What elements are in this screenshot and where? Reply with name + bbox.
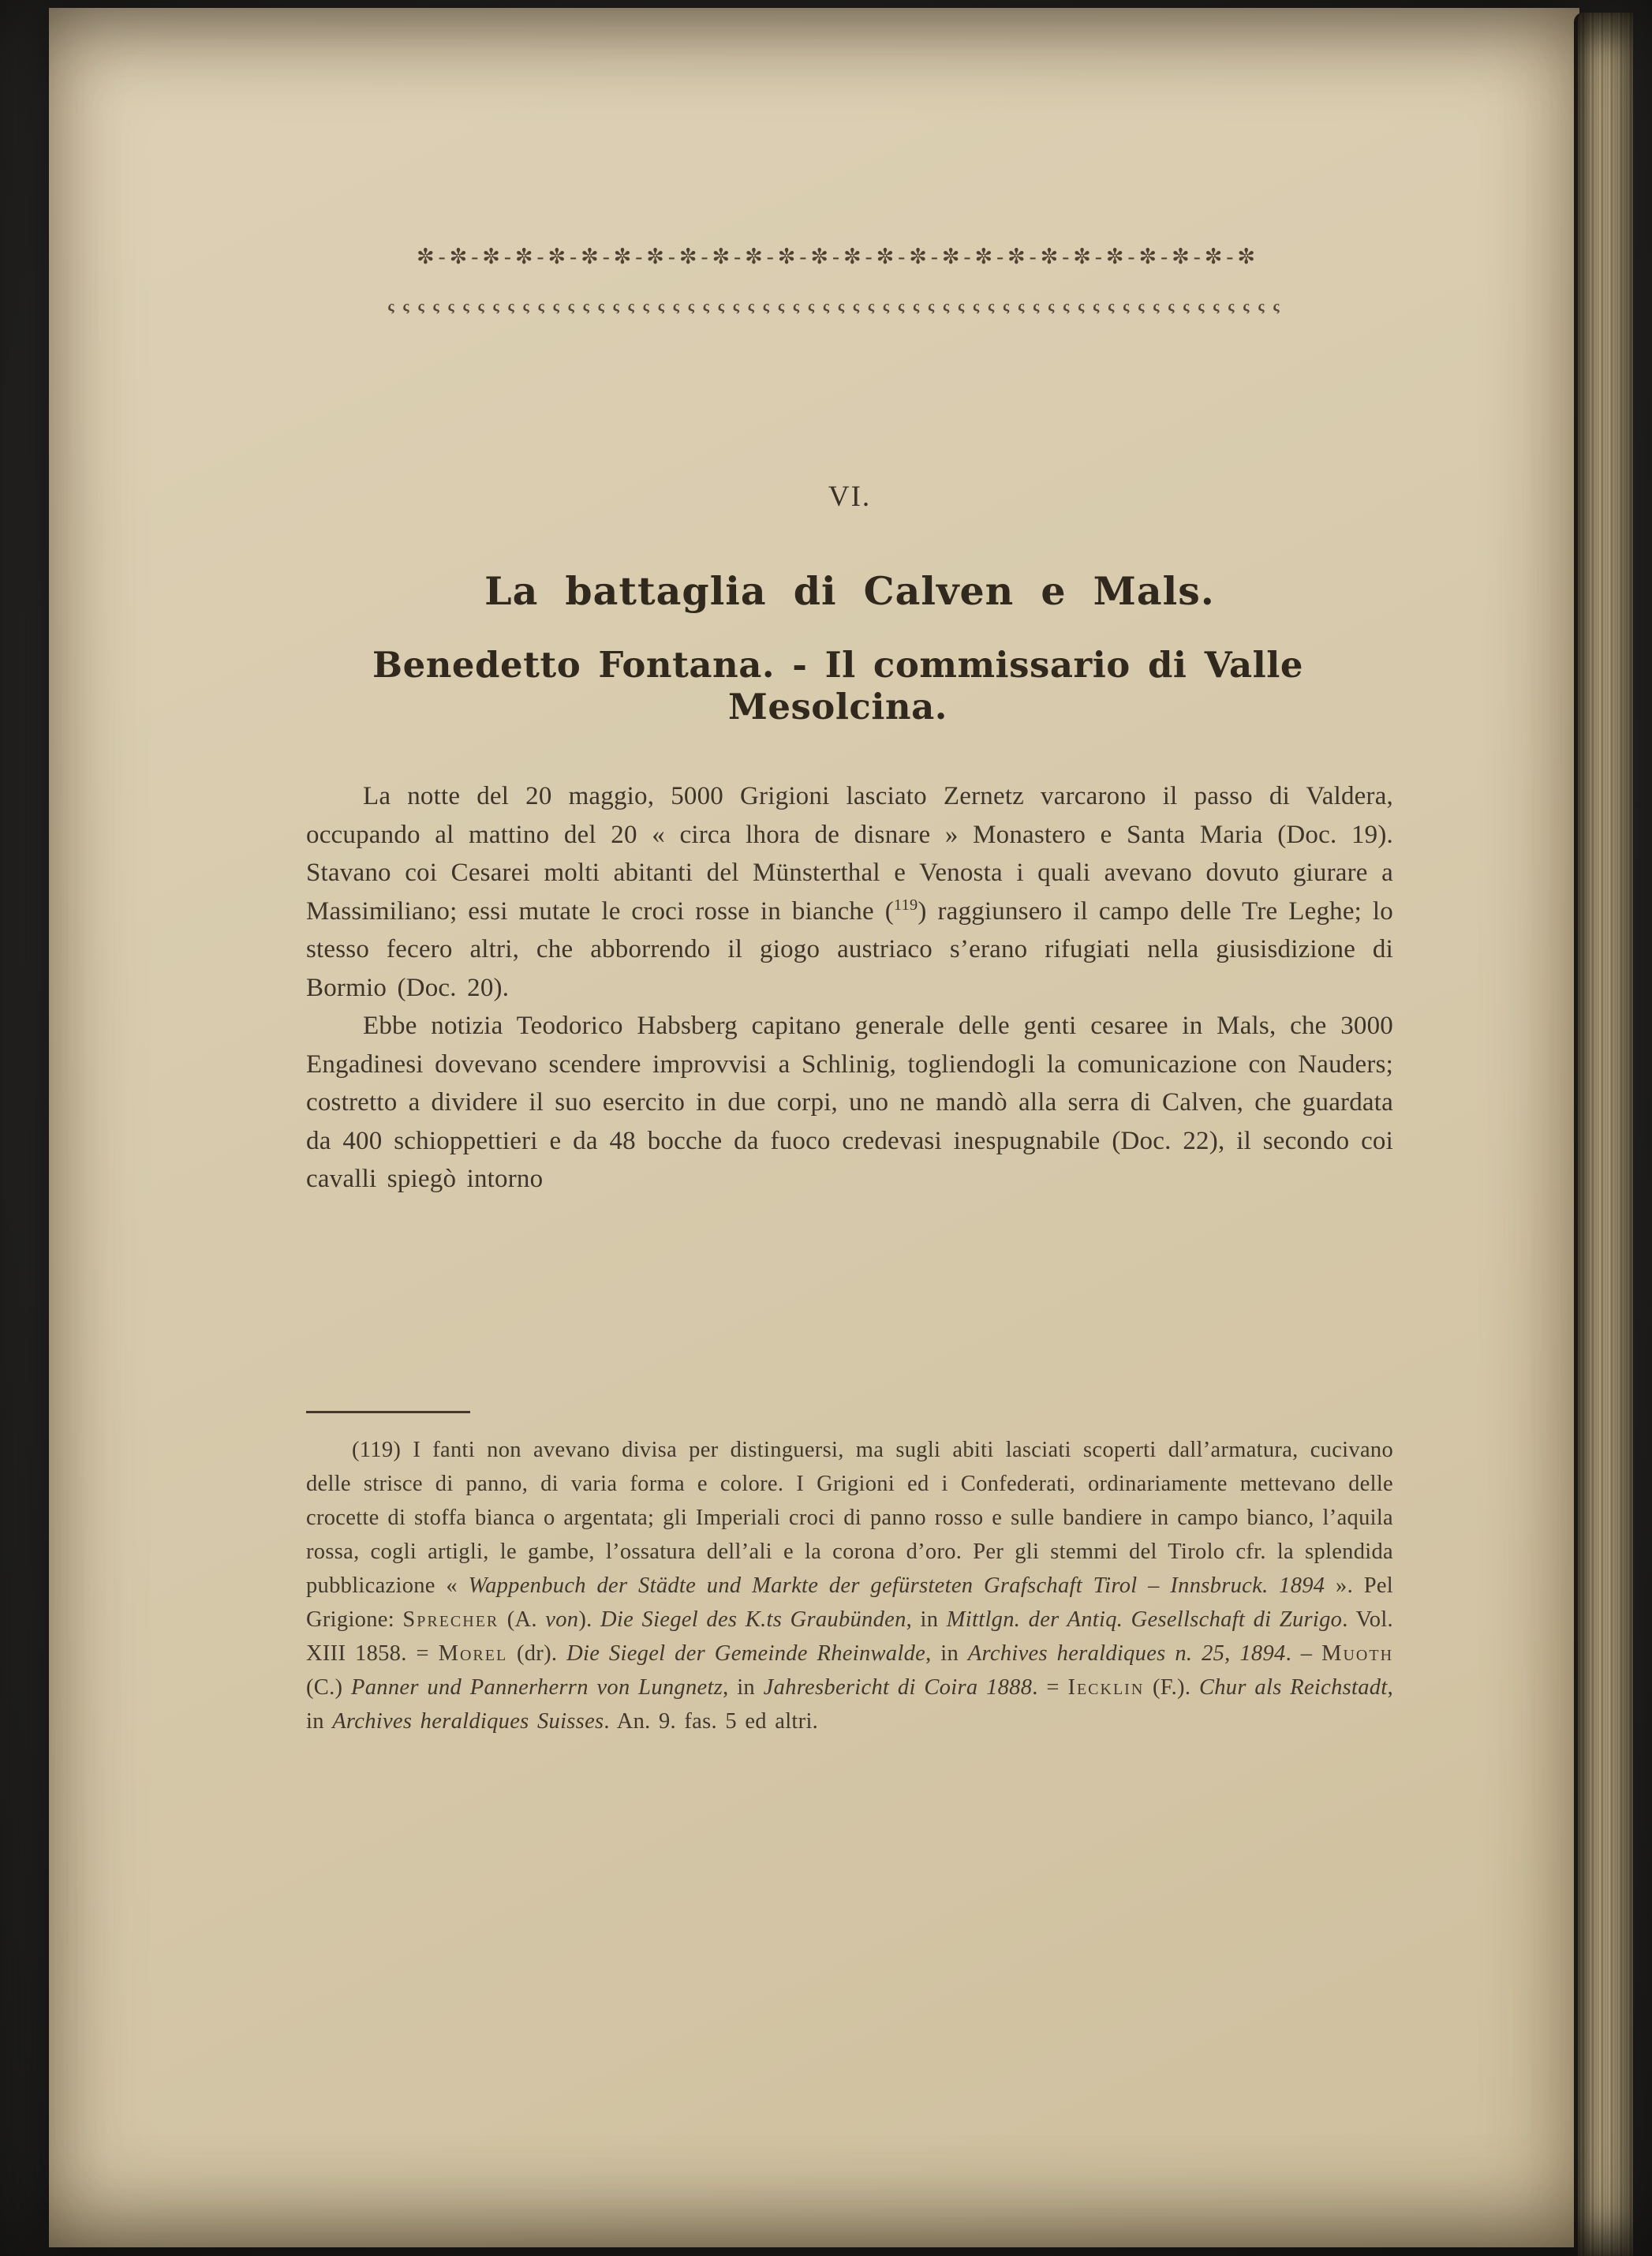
body-text: [306, 777, 1393, 1199]
book-page-edges: [1574, 13, 1633, 2256]
paragraph-1: La notte del 20 maggio, 5000 Grigioni lasciato Zernetz varcarono il passo di Valdera, occupando al mattino del 20 « circa lhora de disnare » Monastero e Santa Maria (Doc. 19). Stavano coi Cesarei molti abitanti del Münsterthal e Venosta i quali avevano dovuto giurare a Massimiliano; essi mutate le croci rosse in bianche ($^{119}$) raggiunsero il campo delle Tre Leghe; lo stesso fecero altri, che abborrendo il giogo austriaco s’erano rifugiati nella giusisdizione di Bormio (Doc. 20).: [306, 782, 1393, 1002]
book-page: [49, 8, 1579, 2247]
chapter-title-line2: Benedetto Fontana. - Il commissario di Valle Mesolcina.: [372, 644, 1303, 728]
chapter-number: VI.: [828, 481, 872, 513]
footnote-119: (119) I fanti non avevano divisa per distinguersi, ma sugli abiti lasciati scoperti dall’armatura, cucivano delle strisce di panno, di varia forma e colore. I Grigioni ed i Confederati, ordinariamente mettevano delle crocette di stoffa bianca o argentata; gli Imperiali croci di panno rosso e sulle bandiere in campo bianco, l’aquila rossa, cogli artigli, le gambe, l’ossatura dell’ali e la corona d’oro. Per gli stemmi del Tirolo cfr. la splendida pubblicazione « Wappenbuch der Städte und Markte der gefürsteten Grafschaft Tirol – Innsbruck. 1894 ». Pel Grigione: Sprecher (A. von). Die Siegel des K.ts Graubünden, in Mittlgn. der Antiq. Gesellschaft di Zurigo. Vol. XIII 1858. = Morel (dr). Die Siegel der Gemeinde Rheinwalde, in Archives heraldiques n. 25, 1894. – Muoth (C.) Panner und Pannerherrn von Lungnetz, in Jahresbericht di Coira 1888. = Iecklin (F.). Chur als Reichstadt, in Archives heraldiques Suisses. An. 9. fas. 5 ed altri.: [306, 1438, 1394, 1734]
footnote-separator-rule: [306, 1411, 470, 1413]
chapter-title-line1: La battaglia di Calven e Mals.: [484, 568, 1215, 614]
ornament-border-stars: ✼-✼-✼-✼-✼-✼-✼-✼-✼-✼-✼-✼-✼-✼-✼-✼-✼-✼-✼-✼-✼-✼-✼-✼-✼-✼: [417, 245, 1259, 268]
paragraph-2: Ebbe notizia Teodorico Habsberg capitano generale delle genti cesaree in Mals, che 3000 Engadinesi dovevano scendere improvvisi a Schlinig, togliendogli la comunicazione con Nauders; costretto a dividere il suo esercito in due corpi, uno ne mandò alla serra di Calven, che guardata da 400 schioppettieri e da 48 bocche da fuoco credevasi inespugnabile (Doc. 22), il secondo coi cavalli spiegò intorno: [306, 1012, 1393, 1193]
ornament-border-scrolls: ςςςςςςςςςςςςςςςςςςςςςςςςςςςςςςςςςςςςςςςςςςςςςςςςςςςςςςςςςςςς: [387, 298, 1288, 315]
